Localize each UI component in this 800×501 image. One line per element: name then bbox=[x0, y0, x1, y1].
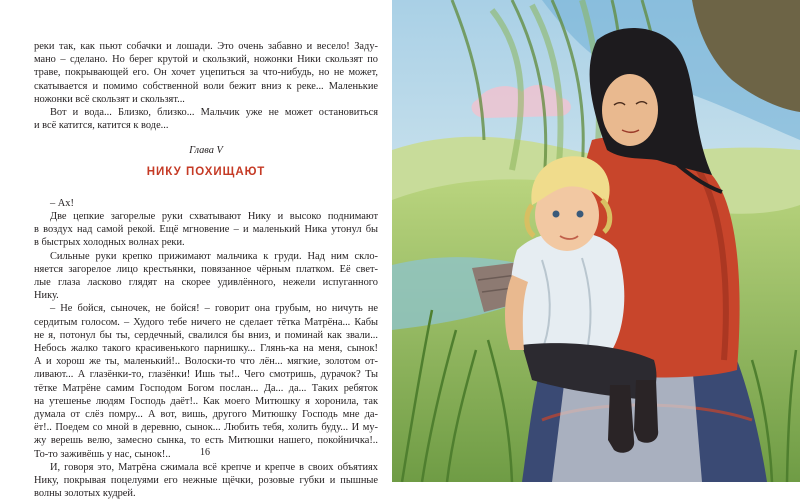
text-line: Вот и вода... Близко, близко... Мальчик уже не может остановиться bbox=[50, 107, 378, 119]
intro-paragraph-2 bbox=[34, 106, 378, 132]
text-line: ножонки всё скользят и скользят... bbox=[34, 93, 185, 105]
child-boot-right bbox=[634, 380, 658, 443]
intro-paragraph-1 bbox=[34, 40, 378, 106]
chapter-number: Глава V bbox=[189, 145, 223, 157]
text-line: ливают... А глазёнки-то, глазёнки! Ишь ты!.. Чего смотришь, дурачок? Ты bbox=[34, 369, 378, 381]
paragraph-4 bbox=[34, 461, 378, 501]
text-line: сердитым голосом. – Худого тебе ничего не сделает тётка Матрёна... Кабы bbox=[34, 316, 378, 328]
text-line: думала от слёз помру... А вот, вишь, другого Митюшку Господь мне да- bbox=[34, 409, 378, 421]
child-eye-left bbox=[553, 211, 560, 218]
text-line: То-то заживёшь у нас, сынок!.. bbox=[34, 448, 171, 460]
text-line: – Ах! bbox=[50, 197, 74, 209]
exclamation-line bbox=[34, 197, 378, 210]
paragraph-2 bbox=[34, 250, 378, 303]
text-line: няется загорелое лицо крестьянки, повязанное чёрным платком. Её свет- bbox=[34, 263, 378, 275]
text-line: скатывается и помимо собственной воли бежит вниз к реке... Маленькие bbox=[34, 80, 378, 92]
text-line: лые глаза ласково глядят на скорее удивлённого, нежели испуганного bbox=[34, 277, 378, 289]
illustration-page bbox=[392, 0, 800, 482]
paragraph-1 bbox=[34, 210, 378, 250]
illustration bbox=[392, 0, 800, 482]
text-line: не я, потонул бы ты, сердечный, свалился бы вниз, и поминай как звали... bbox=[34, 329, 378, 341]
chapter-title: НИКУ ПОХИЩАЮТ bbox=[146, 165, 266, 178]
text-line: мано – сделано. Но берег крутой и скользкий, ножонки Ники скользят по bbox=[34, 54, 378, 66]
text-line: на утешенье людям Господь даёт!.. Как моего Митюшку я хоронила, так bbox=[34, 395, 378, 407]
text-line: Нику, покрывая поцелуями его нежные щёчки, розовые губки и пышные bbox=[34, 475, 378, 487]
page-text bbox=[34, 40, 378, 501]
text-line: Небось жалко такого красивенького парнишку... Глянь-ка на меня, сынок! bbox=[34, 343, 378, 355]
text-line: – Не бойся, сыночек, не бойся! – говорит она грубым, но ничуть не bbox=[50, 303, 378, 315]
text-line: ёт!.. Поедем со мной в деревню, сынок... Любить тебя, холить буду... И му- bbox=[34, 422, 378, 434]
text-line: волны золотых кудрей. bbox=[34, 488, 136, 500]
text-line: Две цепкие загорелые руки схватывают Нику и высоко поднимают bbox=[50, 211, 378, 223]
text-line: тётке Матрёне самим Господом Богом послан... Да... да... Таких ребяток bbox=[34, 382, 378, 394]
page-number: 16 bbox=[200, 447, 210, 458]
text-line: А и хорош же ты, маленький!.. Волоски-то что лён... мягкие, золотом от- bbox=[34, 356, 378, 368]
text-line: Сильные руки крепко прижимают мальчика к груди. Над ним скло- bbox=[50, 250, 378, 262]
text-line: и всё катится, катится к воде... bbox=[34, 120, 169, 132]
child-eye-right bbox=[577, 211, 584, 218]
child-boot-left bbox=[608, 385, 634, 453]
woman-face bbox=[602, 74, 658, 146]
text-line: жу верешь велю, замесно сынка, то есть Митюшки нашего, покойничка!.. bbox=[34, 435, 378, 447]
text-line: траве, покрывающей его. Он хочет уцепиться за что-нибудь, но не может, bbox=[34, 67, 378, 79]
left-page bbox=[0, 0, 392, 500]
text-line: в быстрых холодных волнах реки. bbox=[34, 237, 185, 249]
paragraph-3 bbox=[34, 302, 378, 460]
text-line: И, говоря это, Матрёна сжимала всё крепче и крепче в своих объятиях bbox=[50, 461, 378, 473]
text-line: в воздух над самой рекой. Ещё мгновение – и маленький Ника утонул бы bbox=[34, 224, 378, 236]
text-line: реки так, как пьют собачки и лошади. Это очень забавно и весело! Заду- bbox=[34, 41, 378, 52]
text-line: Нику. bbox=[34, 290, 59, 302]
